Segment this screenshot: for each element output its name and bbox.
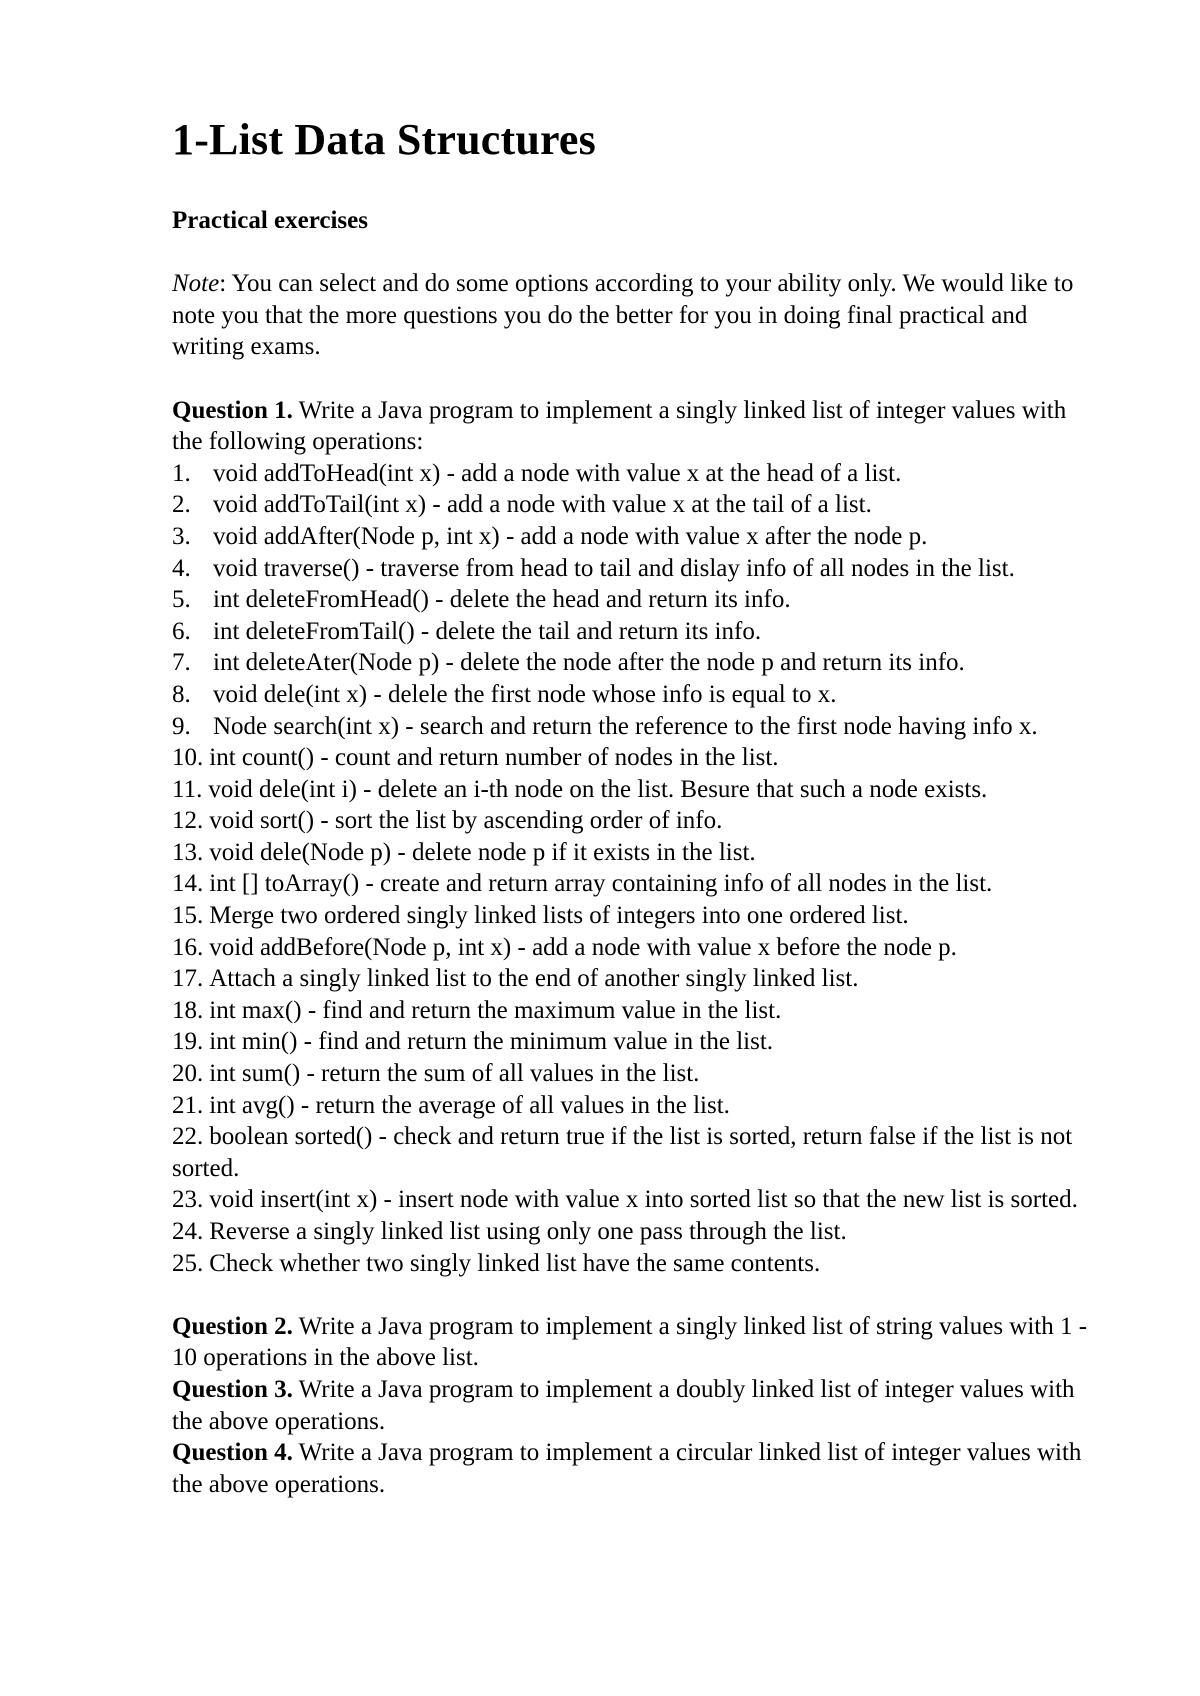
question-1-intro	[172, 395, 1102, 458]
note-label: Note	[172, 270, 220, 298]
list-item-number: 10.	[172, 744, 204, 772]
list-item-text: int deleteFromTail() - delete the tail and return its info.	[213, 617, 762, 645]
list-item	[172, 521, 1102, 553]
question-3-text: Write a Java program to implement a doubly linked list of integer values with the above operations.	[172, 1375, 1075, 1435]
list-item-text: void addAfter(Node p, int x) - add a node with value x after the node p.	[213, 522, 928, 550]
list-item-text: int max() - find and return the maximum value in the list.	[209, 996, 782, 1024]
list-item-number: 23.	[172, 1186, 204, 1214]
list-item-number: 19.	[172, 1028, 204, 1056]
list-item	[172, 1121, 1102, 1184]
list-item-number: 25.	[172, 1249, 204, 1277]
list-item-text: Node search(int x) - search and return the reference to the first node having info x.	[213, 712, 1038, 740]
list-item	[172, 1058, 1102, 1090]
list-item	[172, 742, 1102, 774]
list-item-number: 24.	[172, 1218, 204, 1245]
list-item	[172, 963, 1102, 995]
list-item-text: void sort() - sort the list by ascending order of info.	[209, 807, 723, 835]
list-item-number: 3.	[172, 522, 191, 550]
list-item-text: int [] toArray() - create and return array containing info of all nodes in the list.	[209, 870, 993, 898]
document-title: 1-List Data Structures	[172, 115, 596, 164]
list-item	[172, 489, 1102, 521]
list-item	[172, 1216, 1102, 1248]
list-item-number: 11.	[172, 775, 203, 803]
list-item-number: 4.	[172, 554, 191, 582]
list-item-text: void addToHead(int x) - add a node with value x at the head of a list.	[213, 459, 902, 487]
question-2-label: Question 2.	[172, 1312, 293, 1340]
list-item	[172, 711, 1102, 743]
question-4-label: Question 4.	[172, 1439, 293, 1467]
list-item-text: void dele(Node p) - delete node p if it exists in the list.	[209, 838, 756, 866]
list-item	[172, 553, 1102, 585]
list-item-number: 16.	[172, 933, 204, 961]
list-item	[172, 647, 1102, 679]
list-item	[172, 868, 1102, 900]
list-item-text: void insert(int x) - insert node with value x into sorted list so that the new list is sorted.	[209, 1186, 1078, 1214]
list-item	[172, 679, 1102, 711]
list-item-number: 20.	[172, 1060, 204, 1088]
list-item-text: int sum() - return the sum of all values in the list.	[209, 1060, 700, 1088]
list-item-text: int count() - count and return number of nodes in the list.	[209, 744, 779, 772]
list-item-number: 14.	[172, 870, 204, 898]
list-item	[172, 458, 1102, 490]
list-item-text: void addBefore(Node p, int x) - add a node with value x before the node p.	[209, 933, 957, 961]
list-item-number: 8.	[172, 680, 191, 708]
list-item	[172, 805, 1102, 837]
list-item-number: 5.	[172, 586, 191, 614]
list-item-text: Merge two ordered singly linked lists of integers into one ordered list.	[209, 902, 909, 930]
list-item-number: 9.	[172, 712, 191, 740]
list-item-number: 15.	[172, 902, 204, 930]
list-item-number: 22.	[172, 1123, 204, 1151]
list-item-number: 2.	[172, 491, 191, 519]
list-item	[172, 1026, 1102, 1058]
list-item-text: boolean sorted() - check and return true if the list is sorted, return false if the list is not sorted.	[172, 1123, 1073, 1182]
list-item-text: void dele(int i) - delete an i-th node on the list. Besure that such a node exists.	[208, 775, 988, 803]
list-item	[172, 1090, 1102, 1122]
list-item-text: int avg() - return the average of all values in the list.	[209, 1091, 730, 1119]
question-1-label: Question 1.	[172, 396, 293, 424]
question-4	[172, 1437, 1102, 1500]
question-3-label: Question 3.	[172, 1375, 293, 1403]
list-item	[172, 1248, 1102, 1280]
list-item-text: void traverse() - traverse from head to tail and dislay info of all nodes in the list.	[213, 554, 1015, 582]
question-3	[172, 1374, 1102, 1437]
list-item-number: 1.	[172, 459, 191, 487]
list-item-text: void addToTail(int x) - add a node with value x at the tail of a list.	[213, 491, 872, 519]
list-item-number: 18.	[172, 996, 204, 1024]
list-item	[172, 995, 1102, 1027]
note-paragraph	[172, 268, 1102, 363]
list-item-text: int deleteAter(Node p) - delete the node after the node p and return its info.	[213, 649, 965, 677]
list-item-number: 7.	[172, 649, 191, 677]
list-item-number: 17.	[172, 965, 204, 993]
list-item-number: 21.	[172, 1091, 204, 1119]
list-item-text: int deleteFromHead() - delete the head and return its info.	[213, 586, 791, 614]
question-2-text: Write a Java program to implement a singly linked list of string values with 1 - 10 operations in the above list.	[172, 1312, 1088, 1372]
question-4-text: Write a Java program to implement a circular linked list of integer values with the above operations.	[172, 1439, 1082, 1498]
list-item	[172, 1184, 1102, 1216]
question-1	[172, 395, 1102, 1280]
list-item-text: void dele(int x) - delele the first node whose info is equal to x.	[213, 680, 837, 708]
note-text: : You can select and do some options according to your ability only. We would like to note you that the more questions you do the better for you in doing final practical and writing exams.	[172, 270, 1074, 361]
list-item	[172, 900, 1102, 932]
list-item	[172, 932, 1102, 964]
list-item-number: 12.	[172, 807, 204, 835]
section-heading: Practical exercises	[172, 207, 368, 234]
document-page	[172, 112, 1102, 1500]
list-item	[172, 584, 1102, 616]
question-2	[172, 1311, 1102, 1374]
list-item-number: 6.	[172, 617, 191, 645]
list-item-text: Reverse a singly linked list using only one pass through the list.	[209, 1218, 847, 1245]
list-item-number: 13.	[172, 838, 204, 866]
operations-list	[172, 458, 1102, 1279]
list-item	[172, 774, 1102, 806]
question-1-text: Write a Java program to implement a singly linked list of integer values with the following operations:	[172, 396, 1067, 456]
list-item	[172, 837, 1102, 869]
list-item-text: Attach a singly linked list to the end of another singly linked list.	[209, 965, 859, 993]
list-item	[172, 616, 1102, 648]
list-item-text: Check whether two singly linked list have the same contents.	[209, 1249, 821, 1277]
list-item-text: int min() - find and return the minimum value in the list.	[209, 1028, 774, 1056]
